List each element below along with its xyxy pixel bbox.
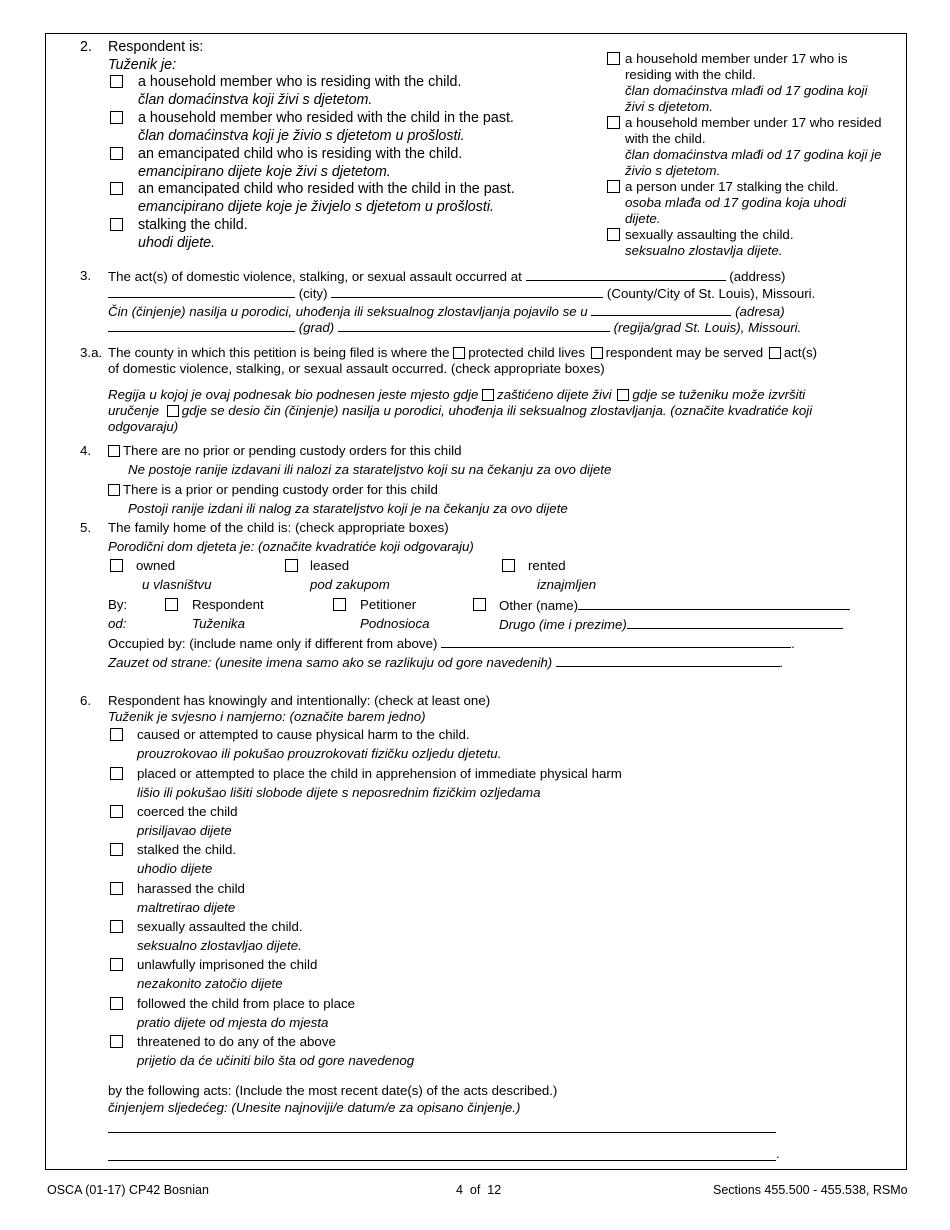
option-label-bs: dijete. [625,211,661,226]
rented-label: rented [528,558,566,573]
occupied-by-label-bs: Zauzet od strane: (unesite imena samo ako se razlikuju od gore navedenih) [108,655,553,670]
zasticeno-dijete-label: zaštićeno dijete živi [497,387,612,402]
option-label: sexually assaulted the child. [137,919,303,934]
prior-custody-order-label-bs: Postoji ranije izdani ili nalog za starateljstvo koji je na čekanju za ovo dijete [128,501,568,516]
address-field[interactable] [526,268,726,281]
option-label: sexually assaulting the child. [625,227,794,242]
section-2-title-bs: Tuženik je: [108,57,177,73]
threatened-checkbox[interactable] [110,1035,123,1048]
option-label-bs: pratio dijete od mjesta do mjesta [137,1015,329,1030]
option-label-bs: seksualno zlostavljao dijete. [137,938,302,953]
by-respondent-checkbox[interactable] [165,598,178,611]
section-2-title: Respondent is: [108,39,204,55]
no-custody-order-checkbox[interactable] [108,445,120,457]
section-2-number: 2. [80,39,92,55]
county-label: (County/City of St. Louis), Missouri. [606,286,816,301]
respondent-under17-resided-checkbox[interactable] [607,116,620,129]
county-field[interactable] [331,285,603,298]
drugo-ime-field[interactable] [627,616,843,629]
respondent-under17-stalking-checkbox[interactable] [607,180,620,193]
harassed-checkbox[interactable] [110,882,123,895]
owned-label: owned [136,558,176,573]
option-label-bs: nezakonito zatočio dijete [137,976,283,991]
respondent-stalking-checkbox[interactable] [110,218,123,231]
county-filing-text-bs: Regija u kojoj je ovaj podnesak bio podnesen jeste mjesto gdje [108,387,479,402]
option-label: followed the child from place to place [137,996,356,1011]
acts-description-end: . [776,1146,780,1161]
option-label: threatened to do any of the above [137,1034,336,1049]
respondent-household-past-checkbox[interactable] [110,111,123,124]
by-other-label-bs: Drugo (ime i prezime) [499,617,627,632]
by-other-line [499,597,850,614]
desio-cin-label: gdje se desio čin (činjenje) nasilja u porodici, uhođenja ili seksualnog zlostavljanja. (označite kvadratiće koji [181,403,813,418]
caused-harm-checkbox[interactable] [110,728,123,741]
family-home-title: The family home of the child is: (check appropriate boxes) [108,520,449,535]
option-label: an emancipated child who resided with the child in the past. [138,181,515,197]
adresa-field[interactable] [591,303,731,316]
section-4-number: 4. [80,443,92,458]
occupied-by-end: . [791,636,795,651]
by-respondent-label: Respondent [192,597,264,612]
option-label: a household member who is residing with the child. [138,74,462,90]
tuzeniku-uruceno-checkbox[interactable] [617,389,629,401]
occupied-by-line [108,635,795,652]
uracenje-text: uručenje [108,403,160,418]
stalked-checkbox[interactable] [110,843,123,856]
county-filing-bs-line-2 [108,403,812,419]
protected-child-lives-checkbox[interactable] [453,347,465,359]
city-county-line [108,285,815,302]
option-label-bs: član domaćinstva mlađi od 17 godina koji [625,83,868,98]
option-label-bs: maltretirao dijete [137,900,236,915]
acts-description-field-1[interactable] [108,1132,776,1133]
followed-checkbox[interactable] [110,997,123,1010]
option-label: a person under 17 stalking the child. [625,179,839,194]
by-petitioner-label: Petitioner [360,597,417,612]
county-filing-bs-line-3: odgovaraju) [108,419,179,434]
apprehension-checkbox[interactable] [110,767,123,780]
option-label-bs: osoba mlađa od 17 godina koja uhodi [625,195,847,210]
acts-description-field-2[interactable] [108,1160,776,1161]
section-3-number: 3. [80,268,92,283]
by-other-label: Other (name) [499,598,579,613]
option-label-bs: živio s djetetom. [625,163,721,178]
option-label: coerced the child [137,804,238,819]
acts-occurred-label: act(s) [783,345,818,360]
option-label-bs: uhodio dijete [137,861,213,876]
section-5-number: 5. [80,520,92,535]
rented-label-bs: iznajmljen [537,577,597,592]
respondent-served-checkbox[interactable] [591,347,603,359]
city-field[interactable] [108,285,295,298]
address-label: (address) [729,269,786,284]
by-label-bs: od: [108,616,127,631]
act-location-text-bs: Čin (činjenje) nasilja u porodici, uhođenja ili seksualnog zlostavljanja pojavilo se u [108,304,588,319]
option-label: caused or attempted to cause physical harm to the child. [137,727,470,742]
option-label-bs: emancipirano dijete koje živi s djetetom. [138,164,391,180]
option-label-bs: emancipirano dijete koje je živjelo s djetetom u prošlosti. [138,199,495,215]
by-other-line-bs [499,616,843,633]
zauzet-field[interactable] [556,654,780,667]
rented-checkbox[interactable] [502,559,515,572]
option-label-bs: lišio ili pokušao lišiti slobode dijete s neposrednim fizičkim ozljedama [137,785,541,800]
option-label: placed or attempted to place the child in apprehension of immediate physical harm [137,766,622,781]
sexually-assaulted-checkbox[interactable] [110,920,123,933]
protected-child-lives-label: protected child lives [468,345,585,360]
section-3a-number: 3.a. [80,345,103,360]
page-current: 4 [456,1183,463,1197]
option-label-bs: živi s djetetom. [625,99,713,114]
leased-checkbox[interactable] [285,559,298,572]
page-number [456,1183,501,1197]
adresa-label: (adresa) [735,304,785,319]
regija-field[interactable] [338,319,610,332]
following-acts-label-bs: činjenjem sljedećeg: (Unesite najnoviji/e datum/e za opisano činjenje.) [108,1100,521,1115]
respondent-knowingly-title: Respondent has knowingly and intentionally: (check at least one) [108,693,491,708]
prior-custody-order-option [108,482,438,498]
occupied-by-label: Occupied by: (include name only if different from above) [108,636,438,651]
regija-label: (regija/grad St. Louis), Missouri. [613,320,802,335]
option-label-bs: prouzrokovao ili pokušao prouzrokovati fizičku ozljedu djetetu. [137,746,502,761]
page-of: of [469,1183,481,1197]
statute-sections: Sections 455.500 - 455.538, RSMo [713,1183,908,1197]
form-code: OSCA (01-17) CP42 Bosnian [47,1183,209,1197]
page-total: 12 [487,1183,502,1197]
county-filing-text: The county in which this petition is being filed is where the [108,345,450,360]
respondent-emancipated-past-checkbox[interactable] [110,182,123,195]
county-filing-line-2: of domestic violence, stalking, or sexual assault occurred. (check appropriate boxes) [108,361,605,376]
zasticeno-dijete-checkbox[interactable] [482,389,494,401]
act-location-line [108,268,785,285]
zauzet-end: . [779,655,784,670]
by-label: By: [108,597,128,612]
acts-occurred-checkbox[interactable] [769,347,781,359]
other-name-field[interactable] [578,597,850,610]
respondent-household-residing-checkbox[interactable] [110,75,123,88]
by-petitioner-checkbox[interactable] [333,598,346,611]
option-label: stalked the child. [137,842,237,857]
desio-cin-checkbox[interactable] [167,405,179,417]
grad-regija-line [108,319,801,336]
county-filing-line [108,345,817,361]
occupied-by-line-bs [108,654,784,671]
option-label-bs: seksualno zlostavlja dijete. [625,243,783,258]
option-label: a household member under 17 who is [625,51,848,66]
respondent-knowingly-title-bs: Tuženik je svjesno i namjerno: (označite barem jedno) [108,709,426,724]
no-custody-order-option [108,443,462,459]
no-custody-order-label: There are no prior or pending custody orders for this child [123,443,462,458]
option-label: harassed the child [137,881,245,896]
prior-custody-order-label: There is a prior or pending custody order for this child [123,482,438,497]
imprisoned-checkbox[interactable] [110,958,123,971]
owned-label-bs: u vlasništvu [142,577,212,592]
family-home-title-bs: Porodični dom djeteta je: (označite kvadratiće koji odgovaraju) [108,539,474,554]
option-label: a household member who resided with the child in the past. [138,110,514,126]
section-6-number: 6. [80,693,92,708]
county-filing-bs-line [108,387,805,403]
by-petitioner-label-bs: Podnosioca [360,616,430,631]
option-label-bs: prisiljavao dijete [137,823,232,838]
grad-field[interactable] [108,319,295,332]
city-label: (city) [298,286,328,301]
option-label-bs: član domaćinstva mlađi od 17 godina koji je [625,147,882,162]
by-other-checkbox[interactable] [473,598,486,611]
option-label: unlawfully imprisoned the child [137,957,318,972]
respondent-served-label: respondent may be served [605,345,764,360]
prior-custody-order-checkbox[interactable] [108,484,120,496]
option-label-bs: uhodi dijete. [138,235,216,251]
occupied-by-field[interactable] [441,635,791,648]
option-label-bs: član domaćinstva koji živi s djetetom. [138,92,373,108]
leased-label-bs: pod zakupom [310,577,390,592]
option-label-bs: član domaćinstva koji je živio s djetetom u prošlosti. [138,128,465,144]
option-label: stalking the child. [138,217,248,233]
grad-label: (grad) [298,320,335,335]
respondent-emancipated-residing-checkbox[interactable] [110,147,123,160]
act-location-text: The act(s) of domestic violence, stalking, or sexual assault occurred at [108,269,522,284]
by-respondent-label-bs: Tuženika [192,616,245,631]
option-label: a household member under 17 who resided [625,115,882,130]
option-label: an emancipated child who is residing with the child. [138,146,463,162]
respondent-sexually-assaulting-checkbox[interactable] [607,228,620,241]
following-acts-label: by the following acts: (Include the most recent date(s) of the acts described.) [108,1083,558,1098]
owned-checkbox[interactable] [110,559,123,572]
option-label-bs: prijetio da će učiniti bilo šta od gore navedenog [137,1053,415,1068]
coerced-checkbox[interactable] [110,805,123,818]
tuzeniku-uruceno-label: gdje se tuženiku može izvršiti [632,387,806,402]
leased-label: leased [310,558,350,573]
option-label: with the child. [625,131,706,146]
act-location-line-bs [108,303,785,320]
option-label: residing with the child. [625,67,756,82]
no-custody-order-label-bs: Ne postoje ranije izdavani ili nalozi za starateljstvo koji su na čekanju za ovo dijete [128,462,612,477]
respondent-under17-residing-checkbox[interactable] [607,52,620,65]
